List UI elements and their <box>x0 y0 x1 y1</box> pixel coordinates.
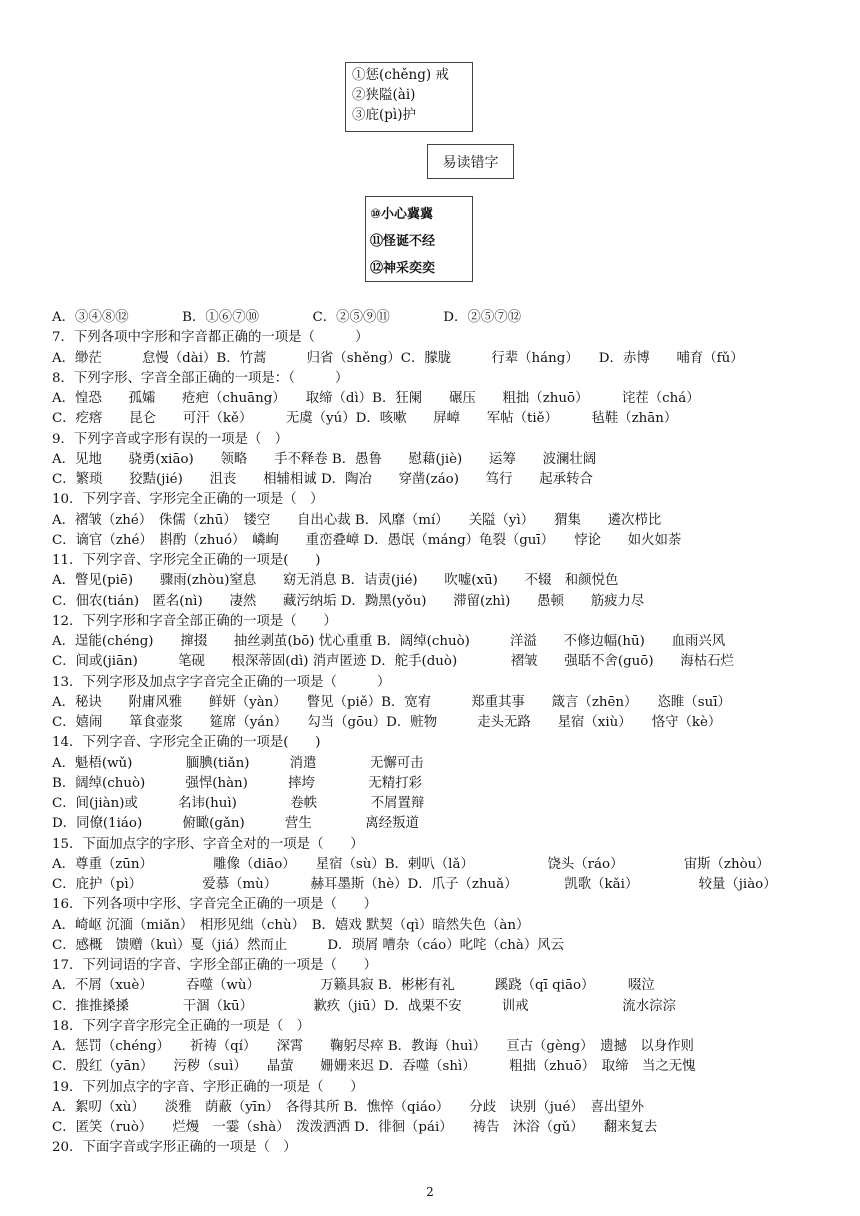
question-stem: 17．下列词语的字音、字形全部正确的一项是（ ） <box>52 958 378 973</box>
question-options: C．庇护（pì） 爱慕（mù） 赫耳墨斯（hè）D．爪子（zhuǎ） 凯歌（kǎi） 较量（jiào） <box>52 877 777 892</box>
question-options: C．感概 馈赠（kuì）戛（jiá）然而止 D．琐屑 嘈杂（cáo）叱咤（chà）风云 <box>52 937 565 953</box>
easy-misread-box-right <box>365 196 473 282</box>
answer-options-line: A．③④⑧⑫ B．①⑥⑦⑩ C．②⑤⑨⑪ D．②⑤⑦⑫ <box>52 310 521 325</box>
question-options: A．絮叨（xù） 淡雅 荫蔽（yīn） 各得其所 B．憔悴（qiáo） 分歧 诀别（jué） 喜出望外 <box>52 1099 645 1115</box>
question-options: A．崎岖 沉湎（miǎn） 相形见绌（chù） B．嬉戏 默契（qì）暗然失色（àn） <box>52 917 530 933</box>
question-options: C．间(jiàn)或 名讳(huì) 卷帙 不屑置辩 <box>52 796 425 811</box>
question-options: A．逞能(chéng) 撺掇 抽丝剥茧(bō) 忧心重重 B．阔绰(chuò) 洋溢 不修边幅(hū) 血雨兴风 <box>52 634 726 649</box>
box3-line: ⑩小心冀冀 <box>370 207 434 222</box>
easy-misread-box-left <box>345 62 473 132</box>
question-stem: 11．下列字音、字形完全正确的一项是( ) <box>52 553 321 568</box>
question-options: A．秘诀 附庸风雅 鲜妍（yàn） 瞥见（piě）B．宽宥 郑重其事 箴言（zhēn） 恣睢（suī） <box>52 694 731 710</box>
question-stem: 13．下列字形及加点字字音完全正确的一项是（ ） <box>52 674 391 690</box>
question-options: B．阔绰(chuò) 强悍(hàn) 摔垮 无精打彩 <box>52 775 422 791</box>
easy-misread-title: 易读错字 <box>442 154 499 171</box>
box1-line: ②狭隘(ài) <box>352 87 416 103</box>
box3-line: ⑫神采奕奕 <box>370 261 436 276</box>
question-options: C．疙瘩 昆仑 可汗（kě） 无虞（yú）D．咳嗽 屏嶂 军帖（tiě） 毡鞋（zhān） <box>52 411 678 427</box>
question-options: C．佃农(tián) 匿名(nì) 凄然 藏污纳垢 D．黝黑(yǒu) 滞留(zhì) 愚顿 筋疲力尽 <box>52 593 645 609</box>
question-stem: 10．下列字音、字形完全正确的一项是（ ） <box>52 492 324 508</box>
question-stem: 16．下列各项中字形、字音完全正确的一项是（ ） <box>52 897 378 913</box>
question-stem: 20．下面字音或字形正确的一项是（ ） <box>52 1140 297 1156</box>
box3-line: ⑪怪诞不经 <box>370 234 436 249</box>
question-options: A．惶恐 孤孀 疮疤（chuāng） 取缔（dì）B．狂阑 碾压 粗拙（zhuō） 诧茬（chá） <box>52 391 700 406</box>
question-stem: 18．下列字音字形完全正确的一项是（ ） <box>52 1018 311 1034</box>
question-options: C．殷红（yān） 污秽（suì） 晶萤 姗姗来迟 D．吞噬（shì） 粗拙（zhuō） 取缔 当之无愧 <box>52 1059 696 1075</box>
question-options: A．魁梧(wǔ) 腼腆(tiǎn) 消遣 无懈可击 <box>52 755 424 771</box>
question-options: C．繁琐 狡黠(jié) 沮丧 相辅相诚 D．陶冶 穿凿(záo) 笃行 起承转合 <box>52 472 593 487</box>
page-number: 2 <box>426 1185 434 1199</box>
question-options: A．不屑（xuè） 吞噬（wù） 万籁具寂 B．彬彬有礼 蹊跷（qī qiāo） 啜泣 <box>52 978 655 994</box>
question-options: A．尊重（zūn） 雕像（diāo） 星宿（sù）B．剌叭（lǎ） 饶头（ráo） 宙斯（zhòu） <box>52 856 770 872</box>
question-options: A．褶皱（zhé） 侏儒（zhū） 镂空 自出心裁 B．风靡（mí） 关隘（yì） 猬集 遴次栉比 <box>52 512 662 528</box>
question-stem: 15．下面加点字的字形、字音全对的一项是（ ） <box>52 836 364 852</box>
question-options: A．惩罚（chéng） 祈祷（qí） 深霄 鞠躬尽瘁 B．教诲（huì） 亘古（gèng） 遗撼 以身作则 <box>52 1039 694 1054</box>
question-stem: 19．下列加点字的字音、字形正确的一项是（ ） <box>52 1079 364 1095</box>
question-options: A．见地 骁勇(xiāo) 领略 手不释卷 B．愚鲁 慰藉(jiè) 运筹 波澜壮阔 <box>52 451 597 467</box>
question-options: C．间或(jiān) 笔砚 根深蒂固(dì) 消声匿迹 D．舵手(duò) 褶皱 强聒不舍(guō) 海枯石烂 <box>52 654 734 670</box>
easy-misread-title-box <box>427 144 514 179</box>
question-options: C．匿笑（ruò） 烂熳 一霎（shà） 泼泼洒洒 D．徘徊（pái） 祷告 沐浴（gǔ） 翻来复去 <box>52 1120 658 1135</box>
question-stem: 9．下列字音或字形有误的一项是（ ） <box>52 431 289 447</box>
question-options: C．推推搡搡 干涸（kū） 歉疚（jiū）D．战栗不安 训戒 流水淙淙 <box>52 998 676 1014</box>
question-options: A．缈茫 怠慢（dài）B．竹蒿 归省（shěng）C．朦胧 行辈（háng） D．赤博 哺育（fǔ） <box>52 350 744 366</box>
question-options: C．谪官（zhé） 斟酌（zhuó） 嶙峋 重峦叠嶂 D．愚氓（máng）龟裂（guī） 悖论 如火如荼 <box>52 532 682 548</box>
box1-line: ③庇(pì)护 <box>352 107 416 123</box>
box1-line: ①惩(chěng) 戒 <box>352 67 449 83</box>
question-list <box>52 308 832 1159</box>
question-stem: 14．下列字音、字形完全正确的一项是( ) <box>52 735 321 751</box>
question-stem: 7．下列各项中字形和字音都正确的一项是（ ） <box>52 330 369 346</box>
question-stem: 12．下列字形和字音全部正确的一项是（ ） <box>52 613 337 629</box>
question-options: A．瞥见(piē) 骤雨(zhòu)窒息 窈无消息 B．诘责(jié) 吹嘘(xū) 不辍 和颜悦色 <box>52 573 619 589</box>
question-options: D．同僚(1iáo) 俯瞰(gǎn) 营生 离经叛道 <box>52 816 419 832</box>
question-options: C．嬉闹 箪食壶浆 筵席（yán） 勾当（gōu）D．赃物 走头无路 星宿（xiù） 恪守（kè） <box>52 715 722 730</box>
question-stem: 8．下列字形、字音全部正确的一项是：（ ） <box>52 370 349 386</box>
